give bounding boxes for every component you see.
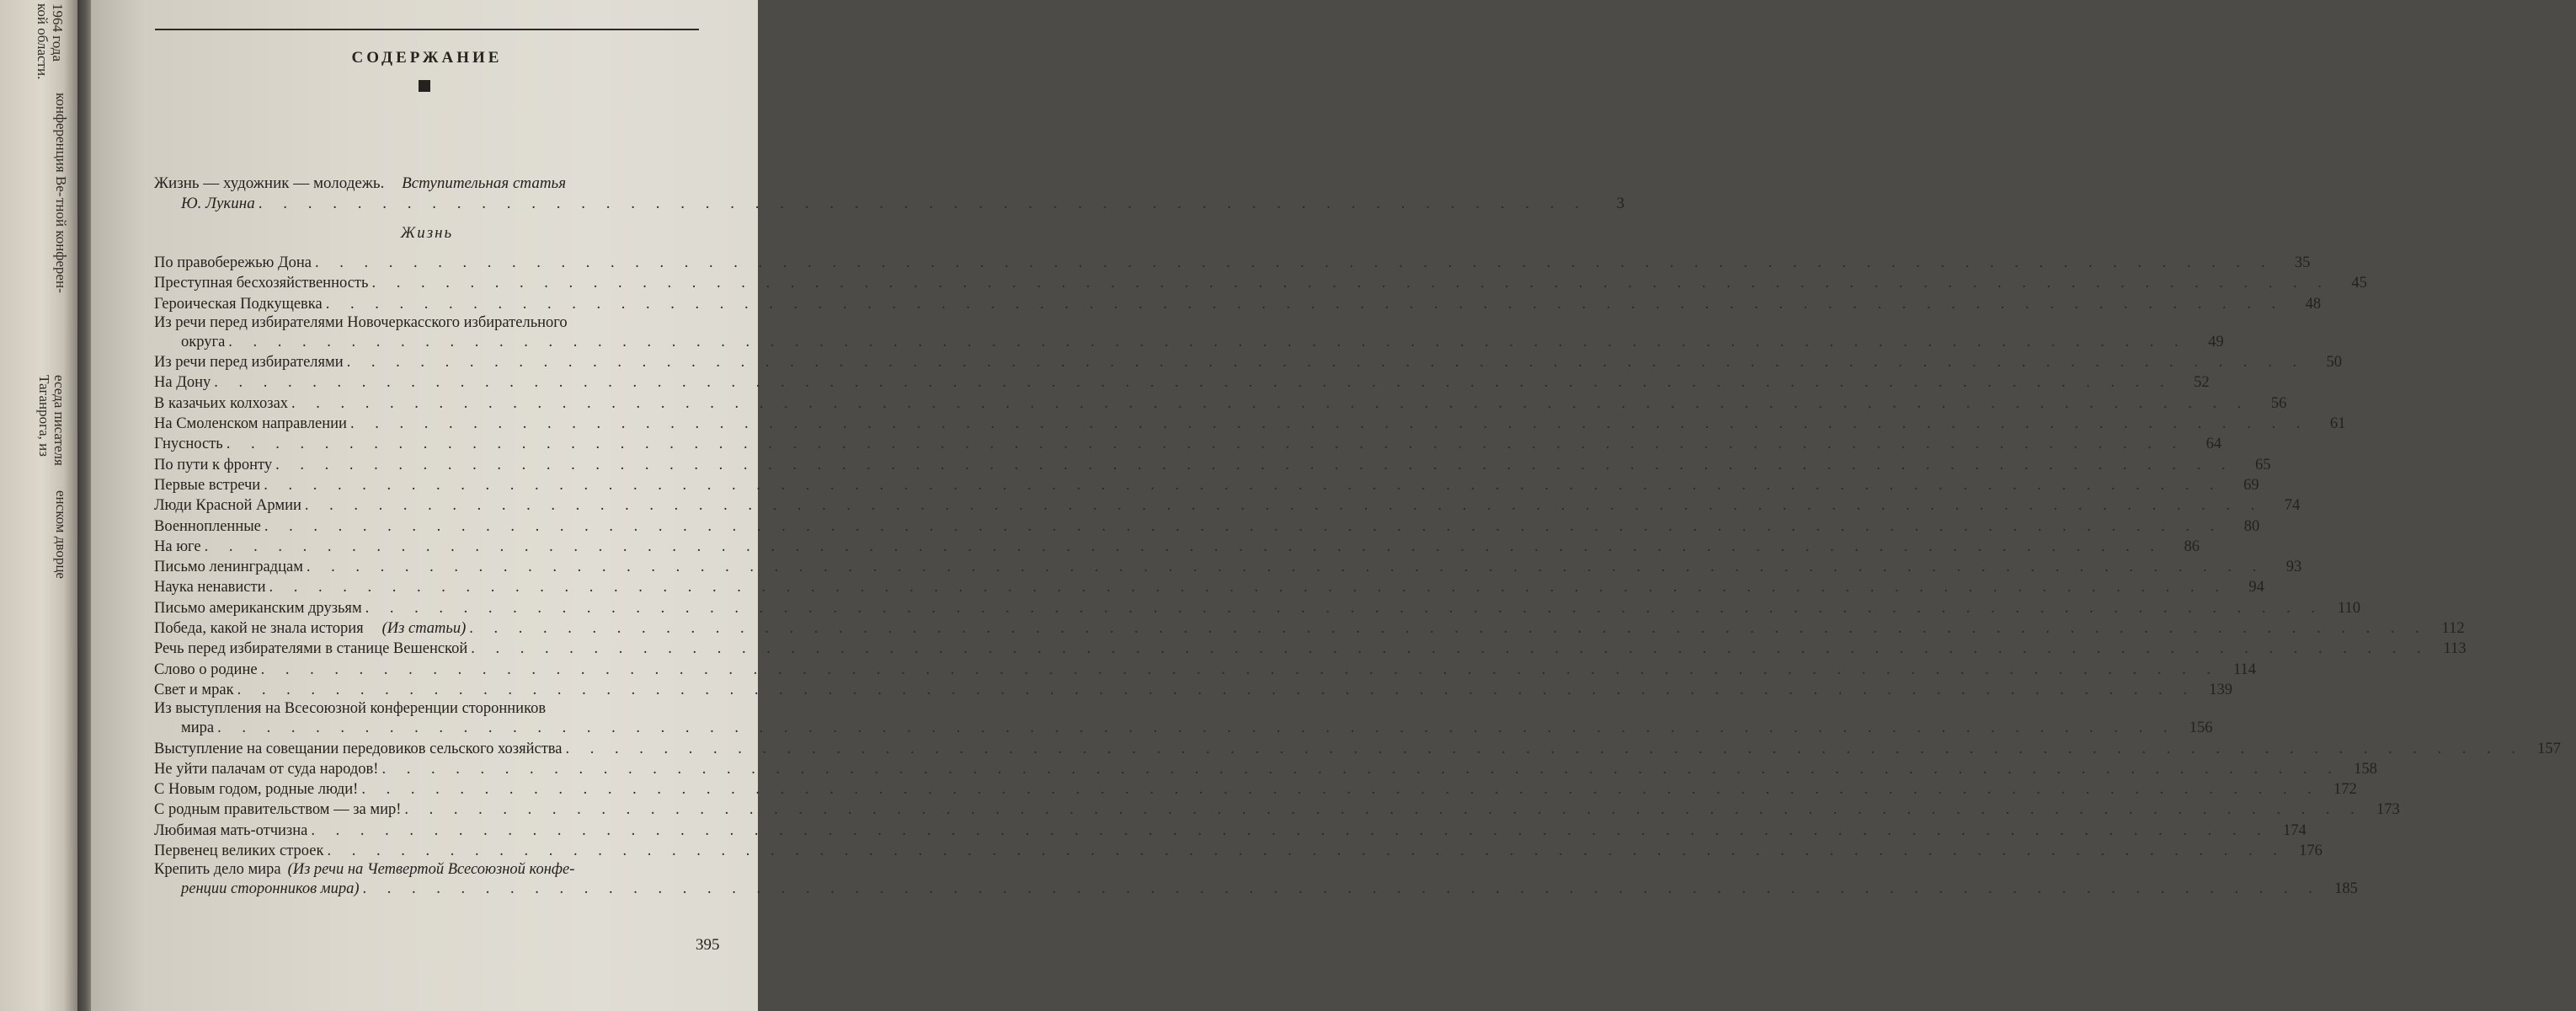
toc-entry-page: 45 [2351, 275, 2367, 292]
toc-entry-title: Из речи перед избирателями Новочеркасского избирательного [154, 313, 568, 331]
toc-entry-page: 86 [2184, 538, 2200, 555]
left-page-fragment: конференция Ве- [53, 93, 69, 197]
toc-entry-page: 172 [2333, 781, 2357, 799]
leader-dots: . . . . . . . . . . . . . . . . . . . . . . . . . . . . . . . . . . . . . . . . . . . . . . . . . . . . . . . . . . . . . . . . . . . . . . . . . . . . . . . . [327, 842, 2285, 860]
toc-entry-page: 35 [2294, 254, 2311, 271]
toc-entry-title: Не уйти палачам от суда народов! [154, 760, 379, 778]
leader-dots: . . . . . . . . . . . . . . . . . . . . . . . . . . . . . . . . . . . . . . . . . . . . . . . . . . . . . . . . . . . . . . . . . . . . . . . . . . . . . . . . [346, 354, 2306, 372]
leader-dots: . . . . . . . . . . . . . . . . . . . . . . . . . . . . . . . . . . . . . . . . . . . . . . . . . . . . . . . . . . . . . . . . . . . . . . . . . . . . . . . . [269, 579, 2227, 596]
toc-entry [154, 516, 2260, 537]
leader-dots: . . . . . . . . . . . . . . . . . . . . . . . . . . . . . . . . . . . . . . . . . . . . . . . . . . . . . . . . . . . . . . . . . . . . . . . . . . . . . . . . [304, 497, 2264, 515]
left-page-fragment: енском дворце [53, 490, 69, 579]
toc-entry [154, 577, 2264, 597]
page-number: 395 [696, 936, 720, 954]
toc-entry [154, 660, 2256, 680]
leader-dots: . . . . . . . . . . . . . . . . . . . . . . . . . . . . . . . . . . . . . . . . . . . . . . . . . . . . . . . . . . . . . . . . . . . . . . . . . . . . . . . . [226, 436, 2185, 453]
toc-entry-page: 48 [2305, 295, 2322, 313]
intro-subtitle: Вступительная статья [402, 174, 567, 192]
leader-dots: . . . . . . . . . . . . . . . . . . . . . . . . . . . . . . . . . . . . . . . . . . . . . . . . . . . . . . . . . . . . . . . . . . . . . . . . . . . . . . . . [228, 333, 2187, 350]
toc-entry-page: 50 [2326, 354, 2343, 372]
toc-entry-page: 52 [2194, 374, 2210, 392]
toc-entry-title: Из выступления на Всесоюзной конференции сторонников [154, 700, 547, 718]
leader-dots: . . . . . . . . . . . . . . . . . . . . . . . . . . . . . . . . . . . . . . . . . . . . . . . . . . . . . . . . . . . . . . . . . . . . . . . . . . . . . . . . [314, 254, 2274, 271]
toc-entry-title: Выступление на совещании передовиков сельского хозяйства [154, 740, 563, 757]
toc-entry-line-1 [154, 314, 712, 332]
left-page-fragment: Таганрога, из [36, 375, 52, 457]
leader-dots: . . . . . . . . . . . . . . . . . . . . . . . . . . . . . . . . . . . . . . . . . . . . . . . . . . . . . . . . . . . . . . . . . . . . . . . . . . . . . . . . [381, 760, 2340, 778]
toc-entry-title: Преступная бесхозяйственность [154, 275, 369, 292]
leader-dots: . . . . . . . . . . . . . . . . . . . . . . . . . . . . . . . . . . . . . . . . . . . . . . . . . . . . . . . . . . . . . . . . . . . . . . . . . . . . . . . . [217, 719, 2176, 737]
toc-entry [154, 393, 2287, 414]
toc-entry [154, 821, 2307, 841]
toc-entry-title: В казачьих колхозах [154, 394, 289, 412]
toc-entry-page: 65 [2254, 456, 2271, 473]
toc-entry-title: Гнусность [154, 436, 223, 453]
toc-entry-page: 158 [2354, 760, 2377, 778]
toc-entry [154, 800, 2400, 820]
leader-dots: . . . . . . . . . . . . . . . . . . . . . . . . . . . . . . . . . . . . . . . . . . . . . . . . . . . . . . . . . . . . . . . . . . . . . . . . . . . . . . . . [371, 275, 2330, 292]
toc-entry-page: 173 [2376, 801, 2400, 819]
toc-entry-title: Из речи перед избирателями [154, 354, 344, 372]
toc-entry [154, 372, 2210, 393]
leader-dots: . . . . . . . . . . . . . . . . . . . . . . . . . . . . . . . . . . . . . . . . . . . . . . . . . . . . . . . . . . . . . . . . . . . . . . . . . . . . . . . . [469, 620, 2428, 638]
toc-entry [154, 739, 2561, 759]
toc-entry [154, 680, 2232, 700]
intro-author: Ю. Лукина [181, 195, 255, 212]
left-page-fragment: еседа писателя [51, 375, 67, 466]
toc-entry-title: С Новым годом, родные люди! [154, 781, 359, 799]
leader-dots: . . . . . . . . . . . . . . . . . . . . . . . . . . . . . . . . . . . . . . . . . . . . . . . . . . . . . . . . . . . . . . . . . . . . . . . . . . . . . . . . [365, 599, 2324, 617]
toc-entry [154, 495, 2301, 516]
toc-entry [154, 759, 2377, 779]
toc-entry-page: 174 [2282, 821, 2307, 839]
ornament-square [419, 80, 430, 92]
leader-dots: . . . . . . . . . . . . . . . . . . . . . . . . . . . . . . . . . . . . . . . . . . . . . . . . . . . . . . . . . . . . . . . . . . . . . . . . . . . . . . . . [264, 476, 2222, 494]
toc-entry-note: (Из речи на Четвертой Всесоюзной конфе- [287, 861, 575, 879]
toc-entry [154, 557, 2302, 577]
toc-entry-title: Люди Красной Армии [154, 497, 301, 515]
leader-dots: . . . . . . . . . . . . . . . . . . . . . . . . . . . . . . . . . . . . . . . . . . . . . . . . . . . . . . [258, 195, 1587, 212]
toc-entry [154, 618, 2465, 639]
toc-entry-page: 94 [2248, 579, 2264, 596]
toc-entry-page: 112 [2441, 620, 2465, 638]
toc-entry [154, 475, 2259, 495]
left-page-fragment: тной конферен- [53, 198, 69, 293]
toc-entry-page: 113 [2443, 640, 2467, 658]
toc-entry-title-cont: округа [181, 333, 226, 350]
toc-entry-line-1 [154, 861, 712, 879]
left-page-fragment: 1964 года [50, 3, 66, 62]
toc-entry [154, 434, 2222, 454]
leader-dots: . . . . . . . . . . . . . . . . . . . . . . . . . . . . . . . . . . . . . . . . . . . . . . . . . . . . . . . . . . . . . . . . . . . . . . . . . . . . . . . . [565, 740, 2524, 757]
toc-entry-title: На юге [154, 538, 201, 555]
toc-entry-title: Военнопленные [154, 517, 261, 535]
leader-dots: . . . . . . . . . . . . . . . . . . . . . . . . . . . . . . . . . . . . . . . . . . . . . . . . . . . . . . . . . . . . . . . . . . . . . . . . . . . . . . . . [237, 681, 2195, 698]
toc-entry-page: 139 [2209, 681, 2232, 698]
toc-entry [154, 537, 2200, 557]
toc-entry-page: 74 [2284, 497, 2301, 515]
intro-line-2 [154, 194, 1624, 214]
left-page-fragment: кой области. [35, 3, 51, 80]
toc-entry [154, 253, 2311, 273]
leader-dots: . . . . . . . . . . . . . . . . . . . . . . . . . . . . . . . . . . . . . . . . . . . . . . . . . . . . . . . . . . . . . . . . . . . . . . . . . . . . . . . . [404, 801, 2363, 819]
toc-entry-page: 93 [2285, 559, 2302, 576]
leader-dots: . . . . . . . . . . . . . . . . . . . . . . . . . . . . . . . . . . . . . . . . . . . . . . . . . . . . . . . . . . . . . . . . . . . . . . . . . . . . . . . . [291, 394, 2250, 412]
leader-dots: . . . . . . . . . . . . . . . . . . . . . . . . . . . . . . . . . . . . . . . . . . . . . . . . . . . . . . . . . . . . . . . . . . . . . . . . . . . . . . . . [362, 880, 2321, 898]
toc-entry-title: Первенец великих строек [154, 842, 324, 860]
toc-entry-page: 49 [2208, 333, 2224, 350]
toc-entry-title: По пути к фронту [154, 456, 273, 473]
toc-entry-title: Крепить дело мира [154, 861, 281, 879]
top-rule [155, 29, 699, 30]
toc-entry-line-2 [154, 718, 2213, 738]
toc-entry-title: Письмо американским друзьям [154, 599, 362, 617]
toc-entry [154, 273, 2367, 293]
toc-entry-title: Свет и мрак [154, 681, 234, 698]
toc-entry-title: С родным правительством — за мир! [154, 801, 402, 819]
toc-entry [154, 455, 2271, 475]
toc-entry-title: Победа, какой не знала история [154, 620, 364, 638]
toc-entry-line-2 [154, 879, 2358, 899]
intro-page: 3 [1616, 195, 1624, 212]
toc-entry-line-2 [154, 332, 2224, 352]
leader-dots: . . . . . . . . . . . . . . . . . . . . . . . . . . . . . . . . . . . . . . . . . . . . . . . . . . . . . . . . . . . . . . . . . . . . . . . . . . . . . . . . [306, 559, 2265, 576]
toc-entry-title: Любимая мать-отчизна [154, 821, 308, 839]
toc-list [154, 253, 2561, 900]
toc-entry-title: Первые встречи [154, 476, 261, 494]
toc-entry-page: 69 [2243, 476, 2259, 494]
toc-entry-page: 110 [2337, 599, 2361, 617]
toc-entry-title: Слово о родине [154, 661, 258, 678]
toc-entry-page: 80 [2243, 517, 2260, 535]
leader-dots: . . . . . . . . . . . . . . . . . . . . . . . . . . . . . . . . . . . . . . . . . . . . . . . . . . . . . . . . . . . . . . . . . . . . . . . . . . . . . . . . [214, 374, 2173, 392]
toc-entry [154, 841, 2323, 861]
toc-entry-page: 56 [2270, 394, 2287, 412]
leader-dots: . . . . . . . . . . . . . . . . . . . . . . . . . . . . . . . . . . . . . . . . . . . . . . . . . . . . . . . . . . . . . . . . . . . . . . . . . . . . . . . . [325, 295, 2285, 313]
section-title: Жизнь [400, 224, 454, 242]
toc-entry [154, 294, 2322, 314]
leader-dots: . . . . . . . . . . . . . . . . . . . . . . . . . . . . . . . . . . . . . . . . . . . . . . . . . . . . . . . . . . . . . . . . . . . . . . . . . . . . . . . . [260, 661, 2219, 678]
leader-dots: . . . . . . . . . . . . . . . . . . . . . . . . . . . . . . . . . . . . . . . . . . . . . . . . . . . . . . . . . . . . . . . . . . . . . . . . . . . . . . . . [275, 456, 2234, 473]
toc-entry-page: 61 [2329, 415, 2346, 433]
toc-entry-title-cont: ренции сторонников мира) [181, 880, 360, 898]
toc-entry-title: На Смоленском направлении [154, 415, 347, 433]
leader-dots: . . . . . . . . . . . . . . . . . . . . . . . . . . . . . . . . . . . . . . . . . . . . . . . . . . . . . . . . . . . . . . . . . . . . . . . . . . . . . . . . [471, 640, 2429, 658]
leader-dots: . . . . . . . . . . . . . . . . . . . . . . . . . . . . . . . . . . . . . . . . . . . . . . . . . . . . . . . . . . . . . . . . . . . . . . . . . . . . . . . . [349, 415, 2309, 433]
toc-entry-title: Наука ненависти [154, 579, 266, 596]
toc-entry-title-cont: мира [181, 719, 215, 737]
toc-entry-page: 64 [2205, 436, 2222, 453]
leader-dots: . . . . . . . . . . . . . . . . . . . . . . . . . . . . . . . . . . . . . . . . . . . . . . . . . . . . . . . . . . . . . . . . . . . . . . . . . . . . . . . . [264, 517, 2223, 535]
toc-entry-page: 156 [2189, 719, 2213, 737]
leader-dots: . . . . . . . . . . . . . . . . . . . . . . . . . . . . . . . . . . . . . . . . . . . . . . . . . . . . . . . . . . . . . . . . . . . . . . . . . . . . . . . . [361, 781, 2320, 799]
leader-dots: . . . . . . . . . . . . . . . . . . . . . . . . . . . . . . . . . . . . . . . . . . . . . . . . . . . . . . . . . . . . . . . . . . . . . . . . . . . . . . . . [311, 821, 2269, 839]
toc-entry-page: 114 [2232, 661, 2256, 678]
toc-entry-title: Героическая Подкущевка [154, 295, 323, 313]
contents-heading: СОДЕРЖАНИЕ [351, 49, 503, 67]
toc-entry [154, 352, 2343, 372]
toc-entry-page: 185 [2334, 880, 2358, 898]
toc-entry [154, 861, 2358, 899]
toc-entry-title: Письмо ленинградцам [154, 559, 303, 576]
toc-entry [154, 779, 2357, 800]
toc-entry [154, 598, 2361, 618]
left-page-edge [0, 0, 77, 1011]
intro-entry [154, 174, 1624, 214]
toc-entry-line-1 [154, 700, 712, 718]
toc-entry [154, 700, 2213, 738]
toc-entry [154, 414, 2346, 434]
toc-entry-title: Речь перед избирателями в станице Вешенской [154, 640, 468, 658]
toc-entry-page: 176 [2299, 842, 2323, 860]
toc-entry-note: (Из статьи) [381, 620, 467, 638]
toc-entry-title: На Дону [154, 374, 211, 392]
toc-entry [154, 313, 2224, 352]
intro-title: Жизнь — художник — молодежь. [154, 174, 385, 192]
leader-dots: . . . . . . . . . . . . . . . . . . . . . . . . . . . . . . . . . . . . . . . . . . . . . . . . . . . . . . . . . . . . . . . . . . . . . . . . . . . . . . . . [204, 538, 2163, 555]
toc-entry [154, 639, 2467, 659]
toc-entry-page: 157 [2537, 740, 2561, 757]
intro-line-1 [154, 174, 703, 194]
toc-entry-title: По правобережью Дона [154, 254, 312, 271]
